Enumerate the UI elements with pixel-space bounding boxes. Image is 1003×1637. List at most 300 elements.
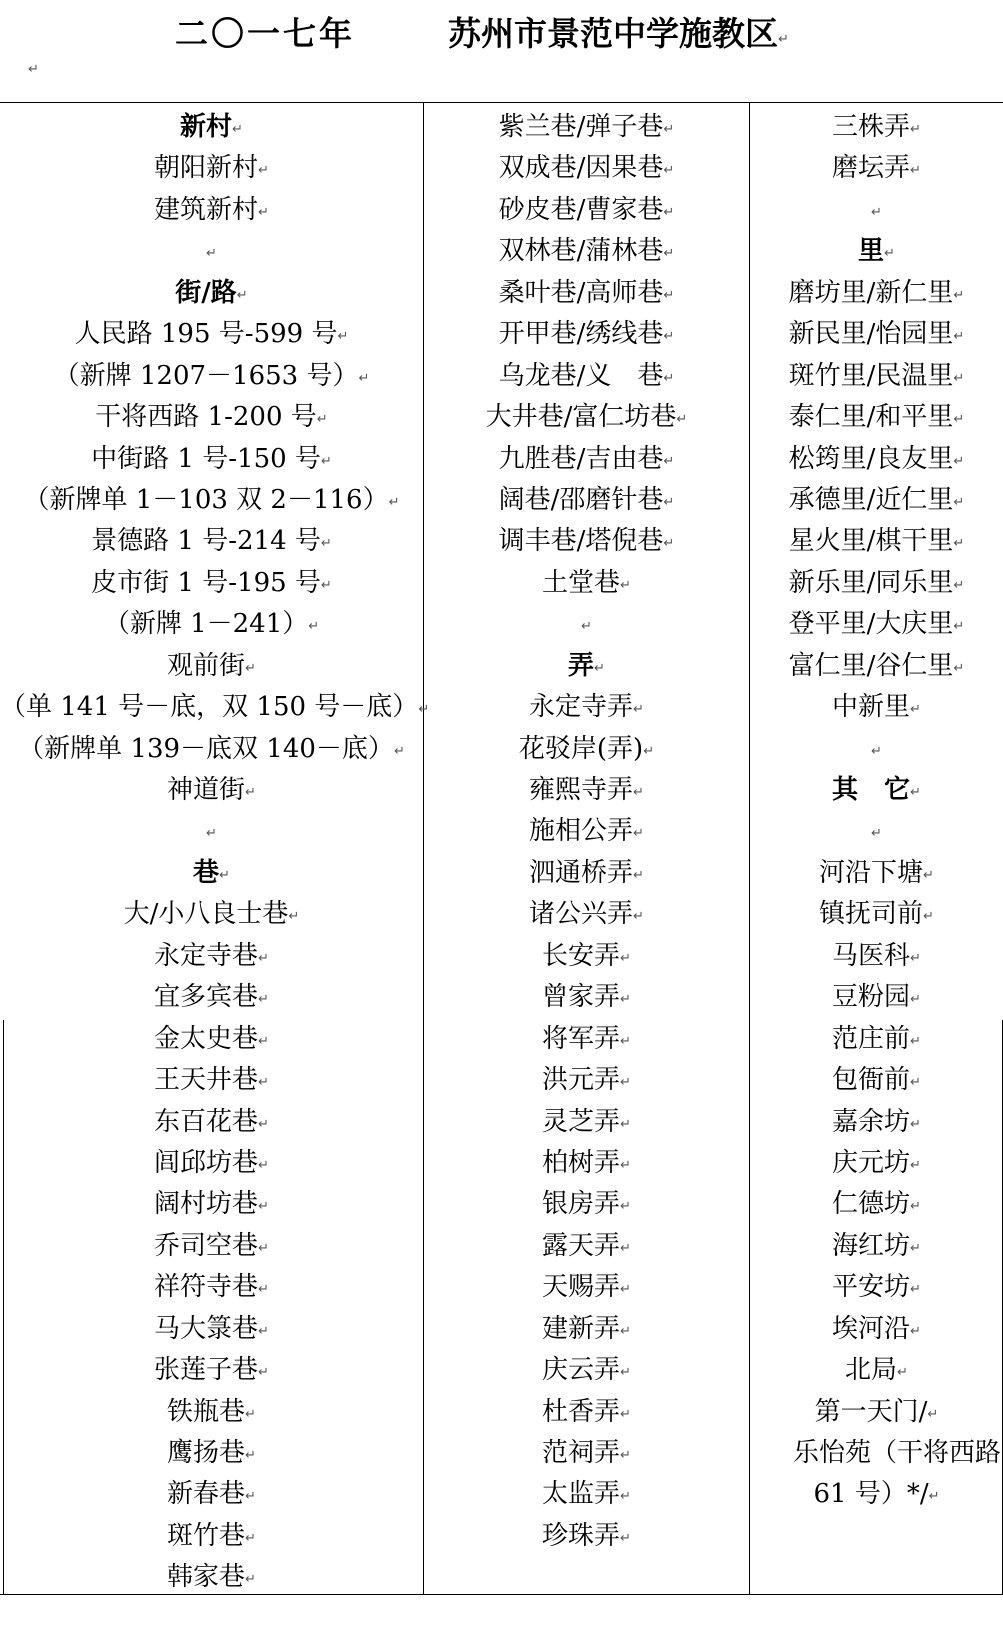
cell-text: 观前街 — [167, 650, 246, 681]
cell-text: 星火里/棋干里 — [788, 526, 954, 557]
address-entry — [0, 646, 423, 687]
cell-text: 松筠里/良友里 — [788, 443, 954, 474]
paragraph-mark-icon: ↵ — [928, 1489, 940, 1505]
address-entry — [750, 314, 1003, 355]
paragraph-mark-icon: ↵ — [620, 1116, 631, 1132]
empty-cell — [0, 811, 423, 852]
cell-text: 灵芝弄 — [542, 1106, 621, 1137]
address-entry — [750, 604, 1003, 645]
paragraph-mark-icon: ↵ — [258, 163, 269, 179]
paragraph-mark-icon: ↵ — [923, 909, 934, 925]
address-entry — [424, 1309, 749, 1350]
empty-cell — [750, 190, 1003, 231]
paragraph-mark-icon: ↵ — [897, 1365, 908, 1381]
address-entry — [0, 1392, 423, 1433]
address-entry — [750, 1309, 1003, 1350]
cell-text: 珍珠弄 — [542, 1520, 621, 1551]
paragraph-mark-icon: ↵ — [620, 577, 631, 593]
title-year: 二〇一七年 — [175, 14, 355, 53]
paragraph-mark-icon: ↵ — [633, 702, 644, 718]
cell-text: 泰仁里/和平里 — [788, 402, 954, 433]
cell-text: 新春巷 — [167, 1479, 246, 1510]
cell-text: （新牌单 1－103 双 2－116） — [23, 484, 389, 515]
cell-text: 闾邱坊巷 — [154, 1147, 259, 1178]
address-entry — [0, 1557, 423, 1598]
address-entry — [0, 1267, 423, 1308]
cell-text: 张莲子巷 — [154, 1355, 259, 1386]
address-entry — [424, 770, 749, 811]
paragraph-mark-icon: ↵ — [927, 1406, 939, 1422]
paragraph-mark-icon: ↵ — [28, 62, 39, 77]
paragraph-mark-icon: ↵ — [871, 826, 882, 842]
cell-text: 阔村坊巷 — [154, 1189, 259, 1220]
address-entry — [0, 1184, 423, 1225]
address-entry — [750, 1184, 1003, 1225]
cell-text: 范祠弄 — [542, 1438, 621, 1468]
address-entry — [424, 190, 749, 231]
paragraph-mark-icon: ↵ — [581, 619, 592, 635]
address-entry — [0, 1226, 423, 1267]
paragraph-mark-icon: ↵ — [320, 577, 332, 593]
cell-text: 斑竹巷 — [167, 1520, 246, 1551]
address-entry — [424, 977, 749, 1018]
cell-text: 承德里/近仁里 — [788, 484, 954, 515]
address-entry — [750, 1060, 1003, 1101]
cell-text: 砂皮巷/曹家巷 — [498, 194, 664, 225]
address-entry — [750, 936, 1003, 977]
cell-text: 将军弄 — [542, 1023, 621, 1054]
paragraph-mark-icon: ↵ — [620, 1365, 631, 1381]
column-lanes-alleys — [424, 107, 749, 1557]
cell-text: 中街路 1 号-150 号 — [91, 443, 321, 474]
table-top-border — [0, 102, 1003, 103]
cell-text: 中新里 — [832, 692, 911, 723]
paragraph-mark-icon: ↵ — [620, 1448, 631, 1463]
address-entry — [750, 687, 1003, 728]
paragraph-mark-icon: ↵ — [206, 246, 217, 262]
paragraph-mark-icon: ↵ — [923, 867, 934, 883]
paragraph-mark-icon: ↵ — [418, 702, 430, 718]
paragraph-mark-icon: ↵ — [236, 287, 248, 303]
paragraph-mark-icon: ↵ — [910, 1033, 921, 1049]
address-entry — [424, 439, 749, 480]
paragraph-mark-icon: ↵ — [663, 329, 675, 345]
cell-text: 海红坊 — [832, 1230, 911, 1261]
paragraph-mark-icon: ↵ — [778, 32, 789, 47]
cell-text: 登平里/大庆里 — [788, 609, 954, 640]
address-entry — [750, 563, 1003, 604]
paragraph-mark-icon: ↵ — [219, 867, 230, 883]
address-entry — [750, 1226, 1003, 1267]
paragraph-mark-icon: ↵ — [245, 1448, 256, 1463]
cell-text: 里 — [858, 236, 885, 267]
cell-text: 永定寺弄 — [529, 692, 634, 723]
cell-text: 王天井巷 — [154, 1065, 259, 1096]
address-entry — [424, 148, 749, 189]
paragraph-mark-icon: ↵ — [245, 1489, 256, 1505]
paragraph-mark-icon: ↵ — [258, 1282, 269, 1298]
address-entry — [0, 148, 423, 189]
paragraph-mark-icon: ↵ — [953, 536, 965, 552]
address-entry — [750, 894, 1003, 935]
address-entry — [0, 397, 423, 438]
paragraph-mark-icon: ↵ — [910, 1199, 921, 1215]
paragraph-mark-icon: ↵ — [258, 1033, 269, 1049]
cell-text: 铁瓶巷 — [167, 1396, 246, 1427]
address-entry — [424, 563, 749, 604]
paragraph-mark-icon: ↵ — [258, 950, 269, 966]
paragraph-mark-icon: ↵ — [663, 494, 675, 510]
cell-text: （单 141 号－底，双 150 号－底） — [0, 692, 419, 723]
paragraph-mark-icon: ↵ — [620, 1075, 631, 1091]
address-entry — [750, 273, 1003, 314]
cell-text: 马大箓巷 — [154, 1313, 259, 1344]
paragraph-mark-icon: ↵ — [910, 702, 921, 718]
paragraph-mark-icon: ↵ — [910, 1116, 921, 1132]
paragraph-mark-icon: ↵ — [388, 494, 400, 510]
address-entry — [0, 729, 423, 770]
cell-text: 豆粉园 — [832, 982, 911, 1013]
paragraph-mark-icon: ↵ — [232, 122, 243, 137]
paragraph-mark-icon: ↵ — [258, 1240, 269, 1256]
cell-text: 皮市街 1 号-195 号 — [91, 567, 321, 598]
cell-text: 土堂巷 — [542, 567, 621, 598]
cell-text: 朝阳新村 — [154, 153, 259, 184]
paragraph-mark-icon: ↵ — [643, 743, 655, 759]
address-entry — [424, 894, 749, 935]
cell-text: 韩家巷 — [167, 1562, 246, 1593]
cell-text: 太监弄 — [542, 1479, 621, 1510]
paragraph-mark-icon: ↵ — [663, 370, 675, 386]
cell-text: 开甲巷/绣线巷 — [498, 319, 664, 350]
cell-text: 范庄前 — [832, 1023, 911, 1054]
address-entry — [750, 1474, 1003, 1515]
paragraph-mark-icon: ↵ — [910, 122, 921, 137]
cell-text: 诸公兴弄 — [529, 899, 634, 930]
cell-text: 乌龙巷/义 巷 — [498, 360, 664, 391]
cell-text: 61 号）*/ — [813, 1479, 929, 1510]
paragraph-mark-icon: ↵ — [633, 826, 644, 842]
cell-text: 北局 — [845, 1355, 898, 1386]
address-entry — [424, 480, 749, 521]
address-entry — [0, 936, 423, 977]
address-entry — [750, 1143, 1003, 1184]
address-entry — [750, 1350, 1003, 1391]
section-header — [750, 231, 1003, 272]
title-zone-text: 苏州市景范中学施教区 — [448, 14, 778, 53]
paragraph-mark-icon: ↵ — [245, 1406, 256, 1422]
address-entry — [750, 521, 1003, 562]
cell-text: 河沿下塘 — [819, 857, 924, 888]
cell-text: 天赐弄 — [542, 1272, 621, 1303]
paragraph-mark-icon: ↵ — [910, 992, 921, 1008]
paragraph-mark-icon: ↵ — [953, 577, 965, 593]
cell-text: 第一天门/ — [814, 1396, 928, 1427]
cell-text: 阔巷/邵磨针巷 — [498, 484, 664, 515]
paragraph-mark-icon: ↵ — [910, 1323, 921, 1339]
cell-text: 新乐里/同乐里 — [788, 567, 954, 598]
paragraph-mark-icon: ↵ — [245, 660, 256, 676]
cell-text: 杜香弄 — [542, 1396, 621, 1427]
column-streets-roads-lanes — [0, 107, 430, 1599]
cell-text: 曾家弄 — [542, 982, 621, 1013]
section-header — [750, 770, 1003, 811]
section-header — [0, 853, 423, 894]
paragraph-mark-icon: ↵ — [620, 1240, 631, 1256]
address-entry — [424, 1143, 749, 1184]
paragraph-mark-icon: ↵ — [910, 785, 921, 800]
cell-text: 新村 — [180, 112, 233, 142]
address-entry — [424, 1267, 749, 1308]
address-entry — [0, 1474, 423, 1515]
section-header — [424, 646, 749, 687]
cell-text: 巷 — [193, 857, 220, 888]
cell-text: 大/小八良士巷 — [123, 899, 289, 930]
paragraph-mark-icon: ↵ — [910, 1157, 921, 1173]
cell-text: 神道街 — [167, 775, 246, 805]
title-zone — [448, 8, 789, 66]
cell-text: 镇抚司前 — [819, 899, 924, 930]
address-entry — [0, 480, 423, 521]
address-entry — [0, 1143, 423, 1184]
cell-text: 洪元弄 — [542, 1065, 621, 1096]
paragraph-mark-icon: ↵ — [871, 204, 882, 220]
address-entry — [0, 314, 423, 355]
cell-text: 宜多宾巷 — [154, 982, 259, 1013]
paragraph-mark-icon: ↵ — [594, 660, 605, 676]
address-entry — [0, 977, 423, 1018]
address-entry — [750, 1433, 1003, 1474]
empty-cell — [750, 811, 1003, 852]
paragraph-mark-icon: ↵ — [245, 1572, 256, 1588]
paragraph-mark-icon: ↵ — [308, 619, 320, 635]
paragraph-mark-icon: ↵ — [663, 453, 675, 469]
address-entry — [750, 853, 1003, 894]
cell-text: 埃河沿 — [832, 1313, 911, 1344]
paragraph-mark-icon: ↵ — [953, 494, 965, 510]
paragraph-mark-icon: ↵ — [620, 1033, 631, 1049]
address-entry — [424, 107, 749, 148]
paragraph-mark-icon: ↵ — [620, 1199, 631, 1215]
cell-text: 磨坛弄 — [832, 153, 911, 184]
cell-text: 富仁里/谷仁里 — [788, 650, 954, 681]
address-entry — [0, 439, 423, 480]
paragraph-mark-icon: ↵ — [663, 536, 675, 552]
address-entry — [0, 894, 423, 935]
cell-text: 双林巷/蒲林巷 — [498, 236, 664, 267]
paragraph-mark-icon: ↵ — [206, 826, 217, 842]
paragraph-mark-icon: ↵ — [910, 1075, 921, 1091]
cell-text: 建新弄 — [542, 1313, 621, 1344]
paragraph-mark-icon: ↵ — [633, 867, 644, 883]
cell-text: 九胜巷/吉由巷 — [498, 443, 664, 474]
address-entry — [424, 1350, 749, 1391]
cell-text: 嘉余坊 — [832, 1106, 911, 1137]
document-title — [0, 8, 1003, 60]
cell-text: 金太史巷 — [154, 1023, 259, 1054]
cell-text: 长安弄 — [542, 940, 621, 971]
paragraph-mark-icon: ↵ — [258, 992, 269, 1008]
address-entry — [0, 1350, 423, 1391]
cell-text: 东百花巷 — [154, 1106, 259, 1137]
paragraph-mark-icon: ↵ — [910, 1240, 921, 1256]
paragraph-mark-icon: ↵ — [910, 163, 921, 179]
cell-text: 景德路 1 号-214 号 — [91, 526, 321, 557]
address-entry — [0, 356, 423, 397]
cell-text: 新民里/怡园里 — [788, 319, 954, 350]
paragraph-mark-icon: ↵ — [676, 412, 688, 428]
address-entry — [424, 1060, 749, 1101]
cell-text: 银房弄 — [542, 1189, 621, 1220]
cell-text: 花驳岸(弄) — [518, 733, 644, 764]
paragraph-mark-icon: ↵ — [953, 287, 965, 303]
address-entry — [424, 314, 749, 355]
paragraph-mark-icon: ↵ — [320, 536, 332, 552]
cell-text: 仁德坊 — [832, 1189, 911, 1220]
empty-cell — [0, 231, 423, 272]
paragraph-mark-icon: ↵ — [358, 370, 370, 386]
paragraph-mark-icon: ↵ — [953, 619, 965, 635]
address-entry — [750, 107, 1003, 148]
section-header — [0, 273, 423, 314]
address-entry — [0, 687, 430, 728]
paragraph-mark-icon: ↵ — [258, 1323, 269, 1339]
paragraph-mark-icon: ↵ — [320, 453, 332, 469]
cell-text: 乐怡苑（干将西路 — [792, 1438, 1001, 1468]
address-entry — [424, 1102, 749, 1143]
cell-text: 庆元坊 — [832, 1147, 911, 1178]
address-entry — [0, 563, 423, 604]
paragraph-mark-icon: ↵ — [633, 909, 644, 925]
paragraph-mark-icon: ↵ — [633, 785, 644, 800]
address-entry — [424, 729, 749, 770]
paragraph-mark-icon: ↵ — [620, 950, 631, 966]
address-entry — [424, 273, 749, 314]
cell-text: 人民路 195 号-599 号 — [74, 319, 338, 350]
paragraph-mark-icon: ↵ — [953, 370, 965, 386]
cell-text: 三株弄 — [832, 112, 911, 142]
address-entry — [0, 1102, 423, 1143]
paragraph-mark-icon: ↵ — [393, 743, 405, 759]
address-entry — [750, 397, 1003, 438]
paragraph-mark-icon: ↵ — [288, 909, 300, 925]
cell-text: （新牌 1207－1653 号） — [53, 360, 359, 391]
cell-text: 露天弄 — [542, 1230, 621, 1261]
address-entry — [750, 148, 1003, 189]
address-entry — [750, 1102, 1003, 1143]
address-entry — [750, 1392, 1003, 1433]
address-entry — [0, 604, 423, 645]
address-entry — [424, 1433, 749, 1474]
address-entry — [750, 1267, 1003, 1308]
cell-text: 施相公弄 — [529, 816, 634, 847]
cell-text: 包衙前 — [832, 1065, 911, 1096]
paragraph-mark-icon: ↵ — [953, 412, 965, 428]
cell-text: 调丰巷/塔倪巷 — [498, 526, 664, 557]
address-entry — [424, 397, 749, 438]
cell-text: 街/路 — [175, 277, 237, 308]
address-entry — [750, 646, 1003, 687]
cell-text: 建筑新村 — [154, 194, 259, 225]
cell-text: 鹰扬巷 — [167, 1438, 246, 1468]
address-entry — [424, 231, 749, 272]
paragraph-mark-icon: ↵ — [245, 1530, 256, 1546]
cell-text: 平安坊 — [832, 1272, 911, 1303]
cell-text: 永定寺巷 — [154, 940, 259, 971]
address-entry — [424, 1516, 749, 1557]
cell-text: 斑竹里/民温里 — [788, 360, 954, 391]
paragraph-mark-icon: ↵ — [884, 246, 895, 262]
cell-text: 桑叶巷/高师巷 — [498, 277, 664, 308]
cell-text: 祥符寺巷 — [154, 1272, 259, 1303]
paragraph-mark-icon: ↵ — [871, 743, 882, 759]
paragraph-mark-icon: ↵ — [258, 1075, 269, 1091]
address-entry — [424, 1474, 749, 1515]
address-entry — [0, 1433, 423, 1474]
paragraph-mark-icon: ↵ — [910, 1282, 921, 1298]
empty-cell — [424, 604, 749, 645]
paragraph-mark-icon: ↵ — [258, 1365, 269, 1381]
cell-text: 大井巷/富仁坊巷 — [485, 402, 677, 433]
cell-text: 紫兰巷/弹子巷 — [498, 112, 664, 142]
paragraph-mark-icon: ↵ — [258, 1199, 269, 1215]
cell-text: （新牌单 139－底双 140－底） — [18, 733, 394, 764]
address-entry — [424, 811, 749, 852]
paragraph-mark-icon: ↵ — [337, 329, 349, 345]
cell-text: 其 它 — [832, 775, 911, 805]
address-entry — [750, 480, 1003, 521]
address-entry — [424, 1184, 749, 1225]
address-entry — [0, 1060, 423, 1101]
address-entry — [424, 1226, 749, 1267]
cell-text: 双成巷/因果巷 — [498, 153, 664, 184]
address-entry — [750, 1019, 1003, 1060]
paragraph-mark-icon: ↵ — [663, 287, 675, 303]
paragraph-mark-icon: ↵ — [910, 950, 921, 966]
paragraph-mark-icon: ↵ — [258, 1116, 269, 1132]
address-entry — [424, 356, 749, 397]
address-entry — [0, 1516, 423, 1557]
cell-text: 柏树弄 — [542, 1147, 621, 1178]
cell-text: 磨坊里/新仁里 — [788, 277, 954, 308]
paragraph-mark-icon: ↵ — [258, 1157, 269, 1173]
paragraph-mark-icon: ↵ — [316, 412, 328, 428]
address-entry — [0, 1309, 423, 1350]
cell-text: 泗通桥弄 — [529, 857, 634, 888]
paragraph-mark-icon: ↵ — [258, 204, 269, 220]
cell-text: 乔司空巷 — [154, 1230, 259, 1261]
address-entry — [424, 521, 749, 562]
paragraph-mark-icon: ↵ — [620, 1282, 631, 1298]
paragraph-mark-icon: ↵ — [663, 122, 675, 137]
paragraph-mark-icon: ↵ — [663, 204, 675, 220]
section-header — [0, 107, 423, 148]
address-entry — [424, 1392, 749, 1433]
cell-text: 庆云弄 — [542, 1355, 621, 1386]
cell-text: （新牌 1－241） — [103, 609, 309, 640]
paragraph-mark-icon: ↵ — [663, 246, 675, 262]
address-entry — [0, 770, 423, 811]
address-entry — [424, 853, 749, 894]
address-entry — [750, 977, 1003, 1018]
address-entry — [750, 439, 1003, 480]
address-entry — [424, 1019, 749, 1060]
address-entry — [424, 687, 749, 728]
address-entry — [0, 521, 423, 562]
paragraph-mark-icon: ↵ — [620, 1157, 631, 1173]
address-entry — [424, 936, 749, 977]
cell-text: 雍熙寺弄 — [529, 775, 634, 805]
